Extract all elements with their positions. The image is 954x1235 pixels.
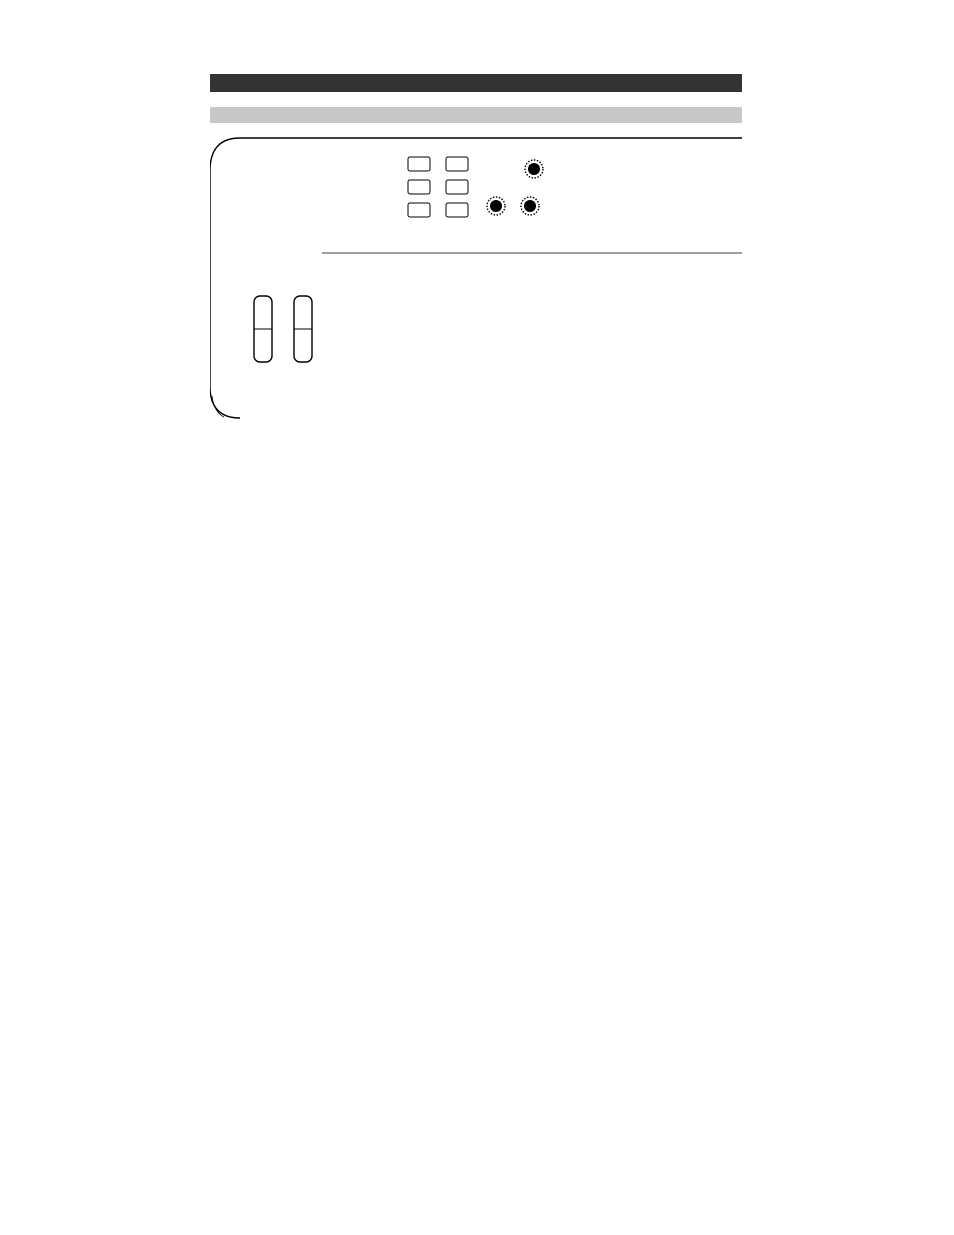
octave-down-button (408, 203, 430, 217)
subsection-title (210, 107, 742, 123)
alesis-logo (213, 44, 303, 62)
mod-wheel (294, 296, 312, 362)
section-title (210, 74, 742, 92)
pitch-wheel (254, 296, 272, 362)
full-level-button (408, 157, 430, 171)
knobs (487, 160, 543, 215)
arp-button (446, 180, 468, 194)
tap-tempo-button (408, 180, 430, 194)
keyboard-top-panel-diagram (210, 136, 742, 423)
octave-up-button (446, 203, 468, 217)
note-repeat-button (446, 157, 468, 171)
control-buttons (408, 157, 468, 217)
